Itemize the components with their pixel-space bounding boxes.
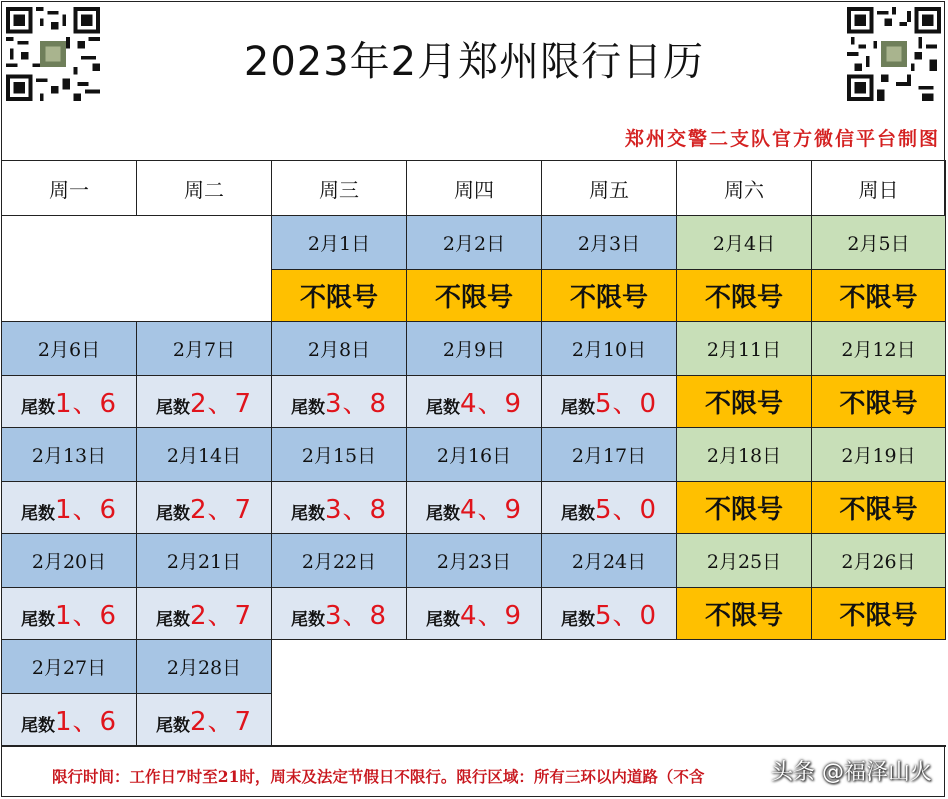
day-date: 2月25日 [677,534,812,588]
day-date: 2月5日 [812,216,946,270]
tail-number-cell [407,588,542,640]
no-limit-badge: 不限号 [677,482,812,534]
tail-numbers: 3、8 [324,389,388,419]
tail-number-cell [272,376,407,428]
weekday-header: 周一 [2,160,137,216]
calendar-sheet [1,1,945,797]
tail-number-cell [2,588,137,640]
tail-number-cell [542,376,677,428]
day-date: 2月3日 [542,216,677,270]
day-date: 2月4日 [677,216,812,270]
tail-label: 尾数 [20,716,55,736]
no-limit-badge: 不限号 [812,376,946,428]
tail-number-cell [407,482,542,534]
day-date: 2月12日 [812,322,946,376]
day-date: 2月10日 [542,322,677,376]
tail-number-cell [407,376,542,428]
no-limit-badge: 不限号 [677,376,812,428]
footer [2,746,946,798]
no-limit-badge: 不限号 [812,588,946,640]
no-limit-badge: 不限号 [812,482,946,534]
tail-numbers: 5、0 [594,601,658,631]
tail-number-cell [542,482,677,534]
tail-label: 尾数 [155,610,190,630]
day-date: 2月18日 [677,428,812,482]
day-date: 2月28日 [137,640,272,694]
day-date: 2月15日 [272,428,407,482]
tail-label: 尾数 [560,610,595,630]
tail-number-cell [272,588,407,640]
tail-number-cell [137,588,272,640]
day-date: 2月13日 [2,428,137,482]
tail-number-cell [2,694,137,746]
blank-cell [272,640,946,746]
calendar-header [2,2,946,160]
tail-label: 尾数 [425,398,460,418]
no-limit-badge: 不限号 [677,270,812,322]
weekday-header: 周二 [137,160,272,216]
tail-numbers: 1、6 [54,707,118,737]
watermark: 头条 @福泽山火 [771,760,932,785]
day-date: 2月21日 [137,534,272,588]
restriction-note: 限行时间：工作日7时至21时，周末及法定节假日不限行。限行区域：所有三环以内道路（不含 [52,767,705,786]
weekday-header: 周四 [407,160,542,216]
tail-number-cell [2,482,137,534]
blank-cell [2,216,272,322]
tail-numbers: 2、7 [189,601,253,631]
day-date: 2月14日 [137,428,272,482]
weekday-header: 周六 [677,160,812,216]
tail-number-cell [137,694,272,746]
credit-text: 郑州交警二支队官方微信平台制图 [624,128,940,150]
tail-label: 尾数 [155,398,190,418]
no-limit-badge: 不限号 [677,588,812,640]
tail-numbers: 1、6 [54,601,118,631]
tail-number-cell [272,482,407,534]
no-limit-badge: 不限号 [542,270,677,322]
tail-numbers: 1、6 [54,495,118,525]
no-limit-badge: 不限号 [812,270,946,322]
tail-label: 尾数 [155,716,190,736]
tail-number-cell [137,376,272,428]
day-date: 2月27日 [2,640,137,694]
day-date: 2月8日 [272,322,407,376]
day-date: 2月24日 [542,534,677,588]
tail-label: 尾数 [425,504,460,524]
day-date: 2月17日 [542,428,677,482]
day-date: 2月23日 [407,534,542,588]
tail-label: 尾数 [20,398,55,418]
tail-label: 尾数 [560,504,595,524]
tail-numbers: 2、7 [189,707,253,737]
tail-label: 尾数 [20,610,55,630]
tail-numbers: 3、8 [324,495,388,525]
tail-numbers: 2、7 [189,389,253,419]
no-limit-badge: 不限号 [407,270,542,322]
day-date: 2月1日 [272,216,407,270]
tail-number-cell [2,376,137,428]
page-title: 2023年2月郑州限行日历 [243,39,705,85]
day-date: 2月2日 [407,216,542,270]
weekday-header: 周五 [542,160,677,216]
weekday-header: 周日 [812,160,946,216]
day-date: 2月20日 [2,534,137,588]
tail-label: 尾数 [425,610,460,630]
no-limit-badge: 不限号 [272,270,407,322]
day-date: 2月22日 [272,534,407,588]
weekday-header: 周三 [272,160,407,216]
day-date: 2月16日 [407,428,542,482]
tail-label: 尾数 [290,398,325,418]
tail-numbers: 4、9 [459,495,523,525]
day-date: 2月11日 [677,322,812,376]
day-date: 2月19日 [812,428,946,482]
tail-numbers: 4、9 [459,389,523,419]
tail-label: 尾数 [290,504,325,524]
day-date: 2月26日 [812,534,946,588]
day-date: 2月6日 [2,322,137,376]
tail-numbers: 4、9 [459,601,523,631]
tail-label: 尾数 [560,398,595,418]
tail-numbers: 5、0 [594,495,658,525]
tail-numbers: 1、6 [54,389,118,419]
tail-numbers: 3、8 [324,601,388,631]
tail-numbers: 5、0 [594,389,658,419]
tail-number-cell [542,588,677,640]
qr-code-icon[interactable] [6,6,100,102]
tail-numbers: 2、7 [189,495,253,525]
tail-label: 尾数 [290,610,325,630]
day-date: 2月9日 [407,322,542,376]
qr-code-icon[interactable] [847,6,941,102]
tail-label: 尾数 [155,504,190,524]
day-date: 2月7日 [137,322,272,376]
tail-number-cell [137,482,272,534]
tail-label: 尾数 [20,504,55,524]
